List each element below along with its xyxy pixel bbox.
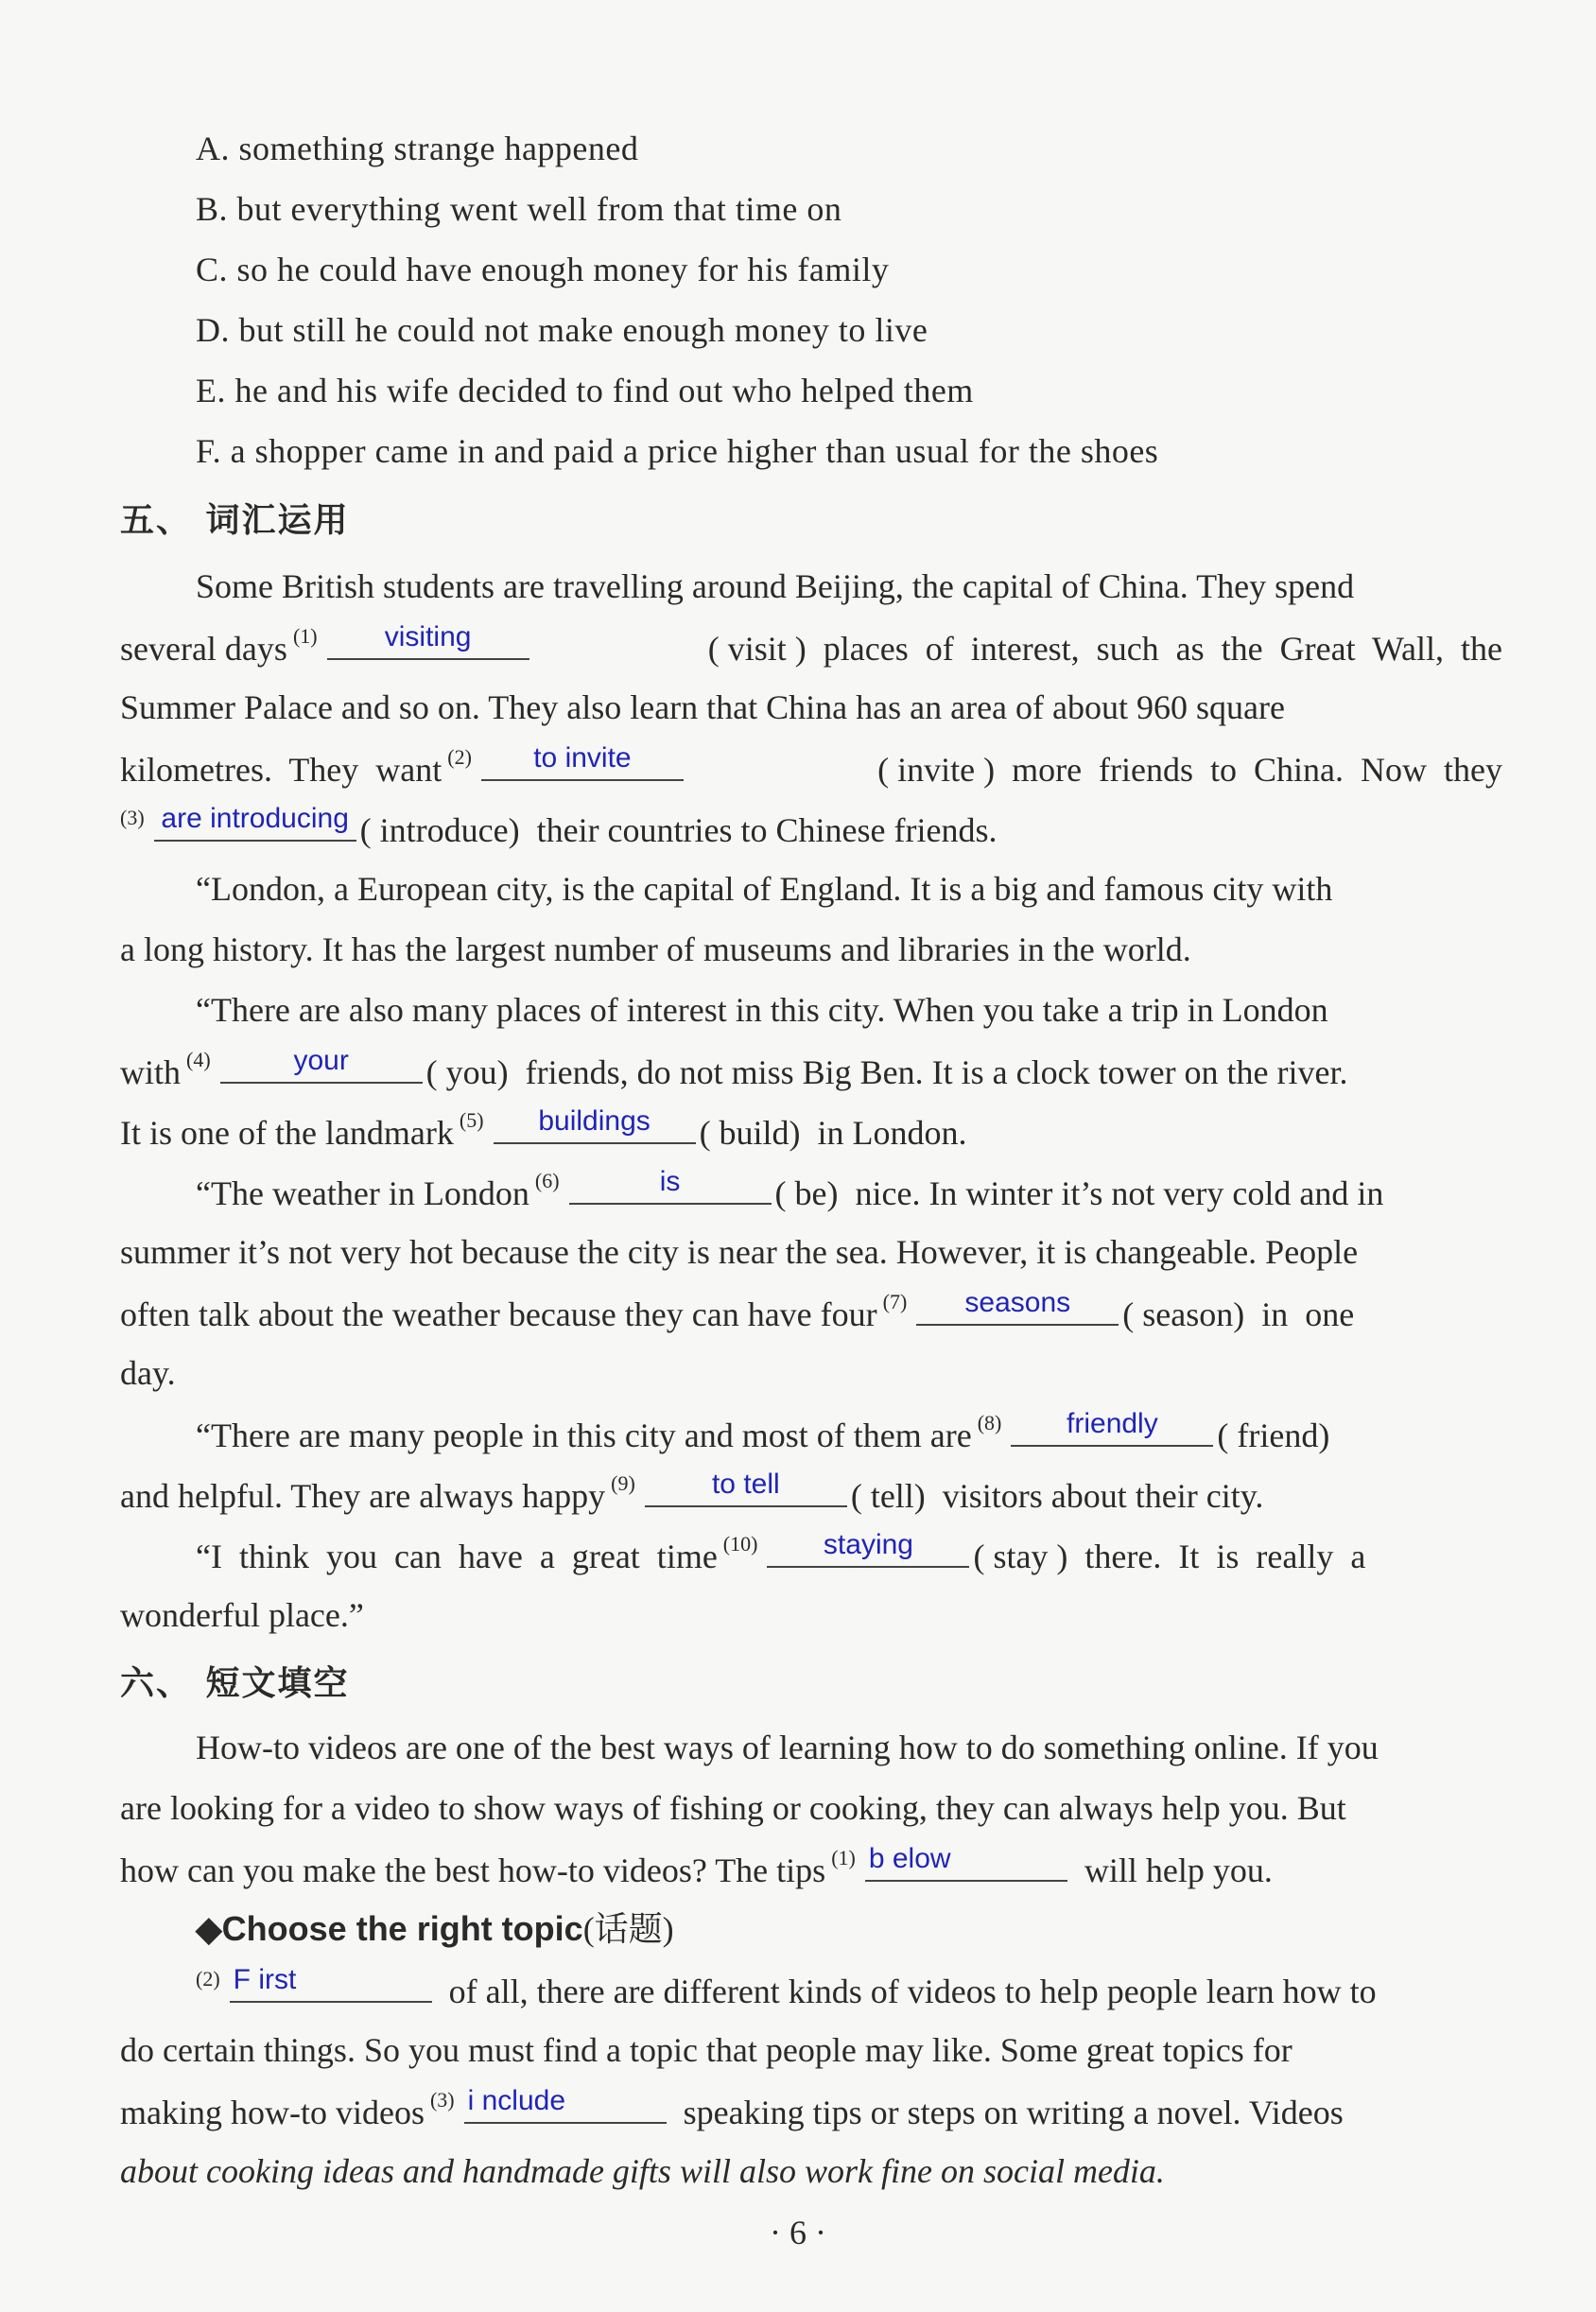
section-6-passage xyxy=(120,1717,1502,2201)
text: ( tell) visitors about their city. xyxy=(850,1477,1264,1515)
text-line xyxy=(120,1040,1502,1101)
answer-text: F irst xyxy=(233,1964,297,1995)
blank-number: (4) xyxy=(186,1048,211,1071)
subheading-cn: (话题) xyxy=(582,1910,674,1948)
option-a: A. something strange happened xyxy=(196,130,639,167)
answer-text: visiting xyxy=(384,621,472,652)
option-c: C. so he could have enough money for his family xyxy=(196,251,890,288)
text: ( introduce) their countries to Chinese friends. xyxy=(359,811,998,849)
text: with xyxy=(120,1053,182,1091)
text-line xyxy=(120,1838,1502,1899)
answer-text: your xyxy=(293,1045,349,1076)
text: ( you) friends, do not miss Big Ben. It is a clock tower on the river. xyxy=(425,1053,1348,1091)
text: how can you make the best how-to videos? The tips xyxy=(120,1851,826,1889)
text-line xyxy=(120,1524,1502,1585)
answer-text: friendly xyxy=(1067,1408,1158,1439)
text: ( build) in London. xyxy=(699,1114,967,1152)
blank-number: (8) xyxy=(977,1411,1002,1434)
text-line: How-to videos are one of the best ways of learning how to do something online. If you xyxy=(196,1729,1379,1766)
text: ( stay ) there. It is really a xyxy=(973,1538,1366,1575)
text-line: wonderful place.” xyxy=(120,1596,364,1634)
text-line xyxy=(120,617,1502,677)
text: ( invite ) more friends to China. Now they xyxy=(877,751,1502,789)
text: ( visit ) places of interest, such as the Great Wall, the xyxy=(707,630,1502,668)
text: making how-to videos xyxy=(120,2094,425,2131)
text-line: “London, a European city, is the capital of England. It is a big and famous city with xyxy=(196,870,1333,908)
text-line: a long history. It has the largest number of museums and libraries in the world. xyxy=(120,930,1191,968)
answer-text: to tell xyxy=(711,1469,780,1500)
text: ( friend) xyxy=(1217,1417,1330,1454)
page-number: · 6 · xyxy=(770,2214,826,2251)
text: speaking tips or steps on writing a novel. Videos xyxy=(683,2094,1344,2131)
text: kilometres. They want xyxy=(120,751,442,789)
blank-number: (2) xyxy=(447,745,472,769)
blank-number: (6) xyxy=(534,1169,560,1192)
text: and helpful. They are always happy xyxy=(120,1477,606,1515)
blank-number: (10) xyxy=(722,1532,758,1556)
blank-number: (7) xyxy=(882,1290,908,1313)
text-line: summer it’s not very hot because the city is near the sea. However, it is changeable. People xyxy=(120,1233,1359,1271)
text: “The weather in London xyxy=(196,1174,529,1212)
text-line xyxy=(120,1101,1502,1161)
answer-text: is xyxy=(659,1166,681,1197)
answer-blank-2[interactable] xyxy=(481,738,684,781)
blank-number: (9) xyxy=(611,1471,635,1495)
answer-text: seasons xyxy=(964,1287,1071,1318)
text: often talk about the weather because they can have four xyxy=(120,1295,877,1333)
section-5-title: 五、 词汇运用 xyxy=(120,501,350,540)
text: ( season) in one xyxy=(1122,1295,1355,1333)
answer-blank-s6-1[interactable] xyxy=(865,1838,1067,1882)
section-5-passage xyxy=(120,556,1502,1645)
text: “There are many people in this city and most of them are xyxy=(196,1417,972,1454)
text-line: do certain things. So you must find a topic that people may like. Some great topics for xyxy=(120,2031,1292,2069)
answer-blank-5[interactable] xyxy=(494,1101,696,1144)
answer-blank-3[interactable] xyxy=(154,798,356,842)
text-line xyxy=(120,2080,1502,2141)
answer-blank-8[interactable] xyxy=(1011,1403,1213,1447)
text: “I think you can have a great time xyxy=(196,1538,718,1575)
blank-number: (3) xyxy=(120,806,145,829)
blank-number: (5) xyxy=(459,1108,484,1132)
answer-blank-9[interactable] xyxy=(645,1464,847,1507)
text-line: Summer Palace and so on. They also learn that China has an area of about 960 square xyxy=(120,688,1285,726)
answer-blank-7[interactable] xyxy=(916,1282,1119,1326)
blank-number: (1) xyxy=(831,1846,856,1869)
answer-blank-1[interactable] xyxy=(327,617,529,660)
answer-text: b elow xyxy=(868,1843,951,1874)
text: ( be) nice. In winter it’s not very cold and in xyxy=(774,1174,1384,1212)
text-line: about cooking ideas and handmade gifts will also work fine on social media. xyxy=(120,2152,1165,2190)
answer-blank-4[interactable] xyxy=(220,1040,423,1084)
answer-blank-s6-3[interactable] xyxy=(464,2080,667,2124)
option-e: E. he and his wife decided to find out who helped them xyxy=(196,372,974,409)
answer-blank-10[interactable] xyxy=(767,1524,969,1568)
text: It is one of the landmark xyxy=(120,1114,454,1152)
answer-text: buildings xyxy=(538,1105,651,1137)
text-line: day. xyxy=(120,1354,176,1392)
text-line xyxy=(120,1282,1502,1343)
answer-text: to invite xyxy=(533,742,632,774)
section-6-title: 六、 短文填空 xyxy=(120,1664,350,1703)
answer-blank-s6-2[interactable] xyxy=(230,1959,432,2003)
text-line xyxy=(120,798,1502,859)
blank-number: (3) xyxy=(429,2088,455,2112)
text-line xyxy=(120,1959,1502,2020)
answer-options xyxy=(196,118,1158,481)
text-line: Some British students are travelling around Beijing, the capital of China. They spend xyxy=(196,567,1355,605)
text: will help you. xyxy=(1084,1851,1273,1889)
text: of all, there are different kinds of videos to help people learn how to xyxy=(448,1973,1377,2010)
text-line: “There are also many places of interest in this city. When you take a trip in London xyxy=(196,991,1328,1029)
subheading: ◆Choose the right topic xyxy=(196,1909,583,1948)
option-d: D. but still he could not make enough money to live xyxy=(196,311,928,349)
answer-blank-6[interactable] xyxy=(569,1161,772,1205)
answer-text: staying xyxy=(823,1529,913,1560)
text: several days xyxy=(120,630,287,668)
option-b: B. but everything went well from that time on xyxy=(196,190,842,228)
option-f: F. a shopper came in and paid a price higher than usual for the shoes xyxy=(196,432,1159,470)
answer-text: i nclude xyxy=(467,2085,566,2116)
answer-text: are introducing xyxy=(161,803,349,834)
blank-number: (1) xyxy=(292,624,318,648)
blank-number: (2) xyxy=(196,1967,220,1990)
text-line xyxy=(120,1161,1502,1222)
text-line: are looking for a video to show ways of fishing or cooking, they can always help you. But xyxy=(120,1789,1346,1827)
